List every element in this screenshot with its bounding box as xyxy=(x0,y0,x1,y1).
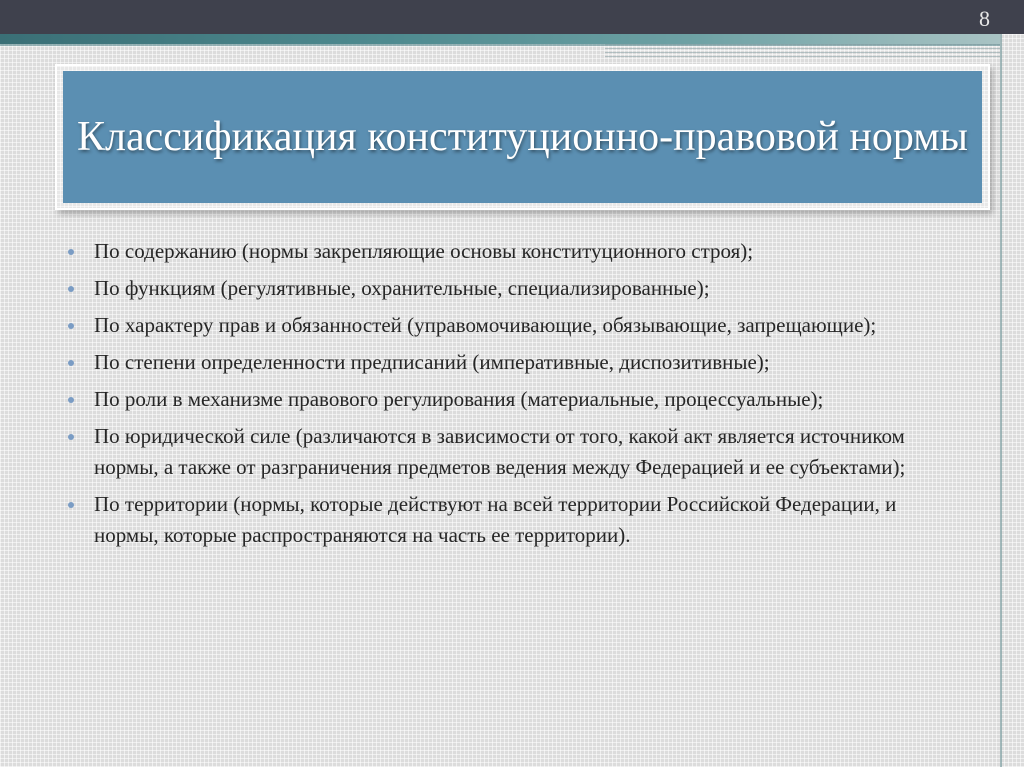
slide-number: 8 xyxy=(979,6,990,31)
title-box xyxy=(63,71,982,203)
bullet-text: По содержанию (нормы закрепляющие основы конституционного строя); xyxy=(94,239,754,263)
bullet-item xyxy=(62,489,962,551)
bullet-list xyxy=(62,236,962,557)
bullet-text: По роли в механизме правового регулирования (материальные, процессуальные); xyxy=(94,387,824,411)
slide-title: Классификация конституционно-правовой нормы xyxy=(77,114,968,160)
bullet-text: По характеру прав и обязанностей (управомочивающие, обязывающие, запрещающие); xyxy=(94,313,877,337)
top-bar xyxy=(0,0,1024,34)
bullet-text: По функциям (регулятивные, охранительные, специализированные); xyxy=(94,276,710,300)
bullet-dot-icon xyxy=(68,249,74,255)
decorative-lines xyxy=(605,44,1000,58)
vertical-rule xyxy=(1000,34,1002,767)
bullet-text: По территории (нормы, которые действуют на всей территории Российской Федерации, и нормы, которые распространяются на часть ее территории). xyxy=(94,492,897,547)
bullet-text: По юридической силе (различаются в зависимости от того, какой акт является источником нормы, а также от разграничения предметов ведения между Федерацией и ее субъектами); xyxy=(94,424,906,479)
bullet-dot-icon xyxy=(68,286,74,292)
accent-band xyxy=(0,34,1000,44)
bullet-dot-icon xyxy=(68,397,74,403)
bullet-item xyxy=(62,384,962,415)
bullet-dot-icon xyxy=(68,323,74,329)
bullet-item xyxy=(62,273,962,304)
bullet-item xyxy=(62,310,962,341)
bullet-dot-icon xyxy=(68,360,74,366)
bullet-item xyxy=(62,421,962,483)
title-frame xyxy=(55,64,990,210)
bullet-dot-icon xyxy=(68,502,74,508)
bullet-text: По степени определенности предписаний (императивные, диспозитивные); xyxy=(94,350,770,374)
bullet-dot-icon xyxy=(68,434,74,440)
bullet-item xyxy=(62,347,962,378)
bullet-item xyxy=(62,236,962,267)
